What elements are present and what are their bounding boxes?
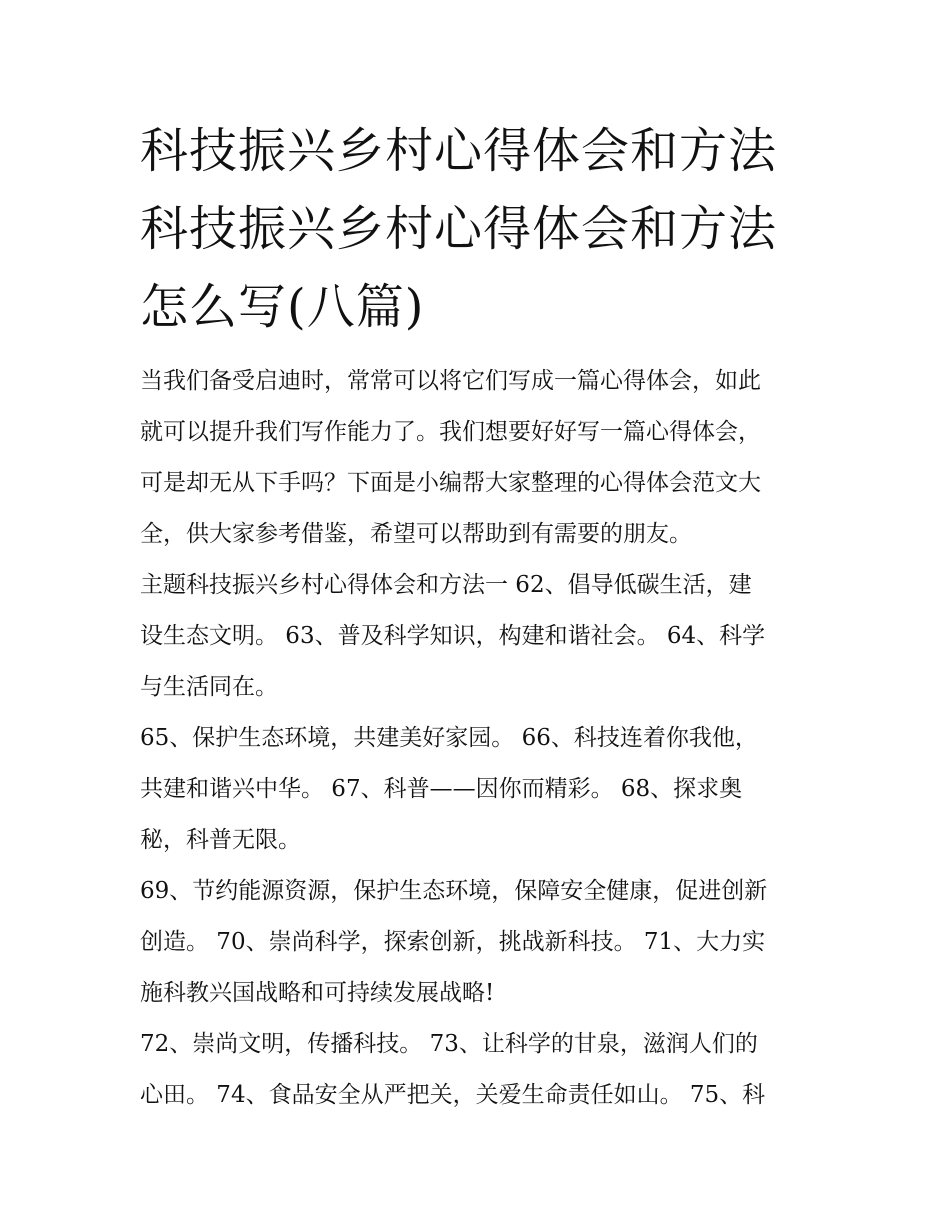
title-line: 科技振兴乡村心得体会和方法 (140, 123, 778, 179)
text-line: 创造。 70、崇尚科学，探索创新，挑战新科技。 71、大力实 (140, 929, 766, 955)
text-line: 全，供大家参考借鉴，希望可以帮助到有需要的朋友。 (140, 521, 692, 547)
body-paragraph (140, 560, 830, 713)
intro-paragraph (140, 356, 830, 560)
text-line: 心田。 74、食品安全从严把关，关爱生命责任如山。 75、科 (140, 1082, 766, 1108)
body-paragraph (140, 713, 830, 866)
text-line: 72、崇尚文明，传播科技。 73、让科学的甘泉，滋润人们的 (140, 1031, 758, 1057)
text-line: 共建和谐兴中华。 67、科普——因你而精彩。 68、探求奥 (140, 776, 743, 802)
text-line: 与生活同在。 (140, 674, 278, 700)
title-line: 怎么写(八篇) (140, 279, 425, 335)
text-line: 施科教兴国战略和可持续发展战略! (140, 980, 495, 1006)
text-line: 主题科技振兴乡村心得体会和方法一 62、倡导低碳生活，建 (140, 572, 752, 598)
body-paragraph (140, 1019, 830, 1121)
text-line: 秘，科普无限。 (140, 827, 301, 853)
document-title (140, 112, 840, 346)
text-line: 可是却无从下手吗？下面是小编帮大家整理的心得体会范文大 (140, 470, 761, 496)
title-line: 科技振兴乡村心得体会和方法 (140, 201, 778, 257)
text-line: 就可以提升我们写作能力了。我们想要好好写一篇心得体会， (140, 419, 761, 445)
text-line: 设生态文明。 63、普及科学知识，构建和谐社会。 64、科学 (140, 623, 766, 649)
text-line: 65、保护生态环境，共建美好家园。 66、科技连着你我他， (140, 725, 758, 751)
document-body (140, 356, 830, 1121)
text-line: 69、节约能源资源，保护生态环境，保障安全健康，促进创新 (140, 878, 768, 904)
text-line: 当我们备受启迪时，常常可以将它们写成一篇心得体会，如此 (140, 368, 761, 394)
body-paragraph (140, 866, 830, 1019)
